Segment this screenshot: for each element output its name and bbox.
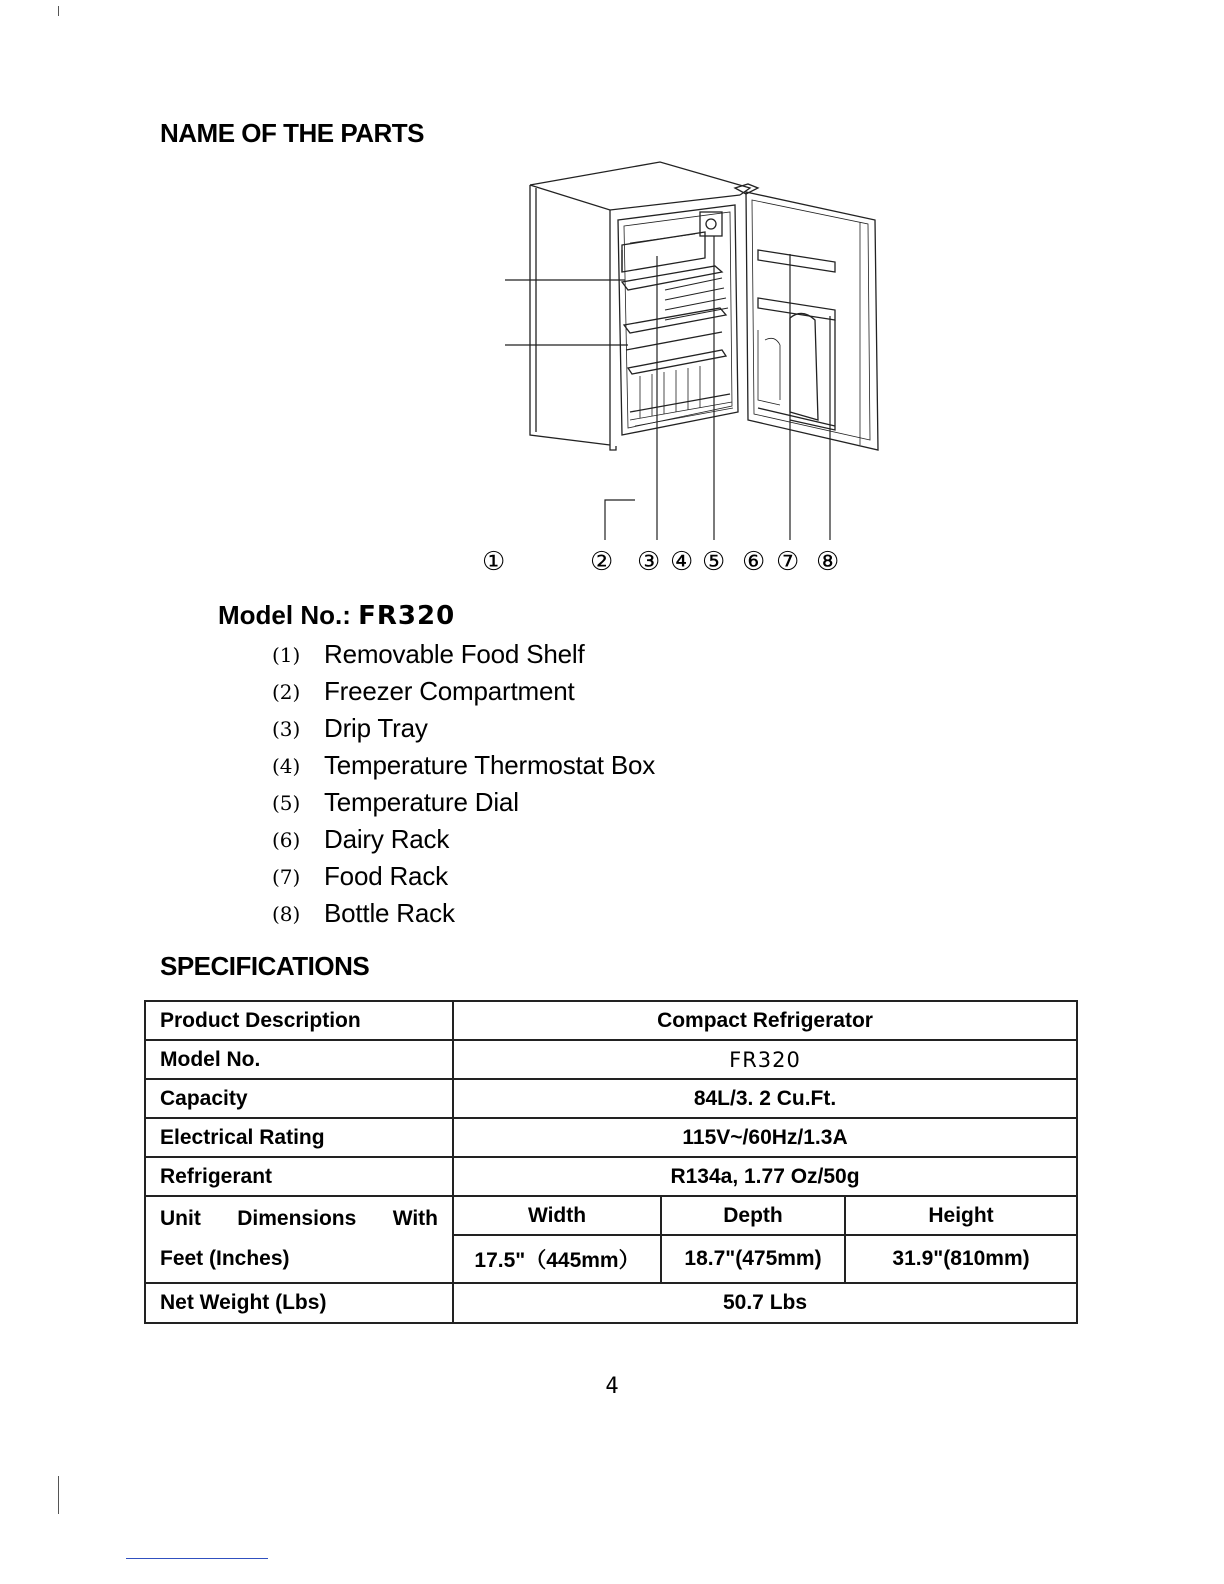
- width-value: 17.5"（445mm）: [453, 1235, 661, 1283]
- callout-4: ④: [670, 547, 694, 577]
- spec-label: Refrigerant: [145, 1157, 453, 1196]
- part-label: Temperature Dial: [324, 787, 519, 817]
- scan-edge-mark: [126, 1558, 268, 1559]
- height-header: Height: [845, 1196, 1077, 1235]
- dimensions-label-word: Dimensions: [237, 1207, 357, 1230]
- spec-value: FR320: [453, 1040, 1077, 1079]
- model-label: Model No.:: [218, 600, 351, 630]
- spec-label: Product Description: [145, 1001, 453, 1040]
- dimensions-label-word: Unit: [160, 1207, 201, 1230]
- parts-section-title: NAME OF THE PARTS: [160, 118, 425, 148]
- part-callouts: [480, 546, 880, 578]
- callout-2: ②: [590, 547, 614, 577]
- spec-label: Electrical Rating: [145, 1118, 453, 1157]
- part-number: (7): [272, 864, 301, 889]
- spec-label: Net Weight (Lbs): [145, 1283, 453, 1323]
- table-row: [145, 1196, 1077, 1235]
- part-number: (3): [272, 716, 301, 741]
- dimensions-label-word: With: [392, 1207, 438, 1230]
- callout-1: ①: [482, 547, 506, 577]
- callout-8: ⑧: [816, 547, 840, 577]
- refrigerator-diagram: [490, 150, 890, 540]
- specifications-table: [144, 1000, 1078, 1324]
- spec-value: Compact Refrigerator: [453, 1001, 1077, 1040]
- part-label: Temperature Thermostat Box: [324, 750, 656, 780]
- width-header: Width: [453, 1196, 661, 1235]
- scan-edge-mark: [58, 6, 59, 16]
- callout-6: ⑥: [742, 547, 766, 577]
- part-label: Food Rack: [324, 861, 448, 891]
- depth-header: Depth: [661, 1196, 845, 1235]
- spec-value: 50.7 Lbs: [453, 1283, 1077, 1323]
- table-row: [145, 1079, 1077, 1118]
- part-label: Freezer Compartment: [324, 676, 575, 706]
- table-row: [145, 1040, 1077, 1079]
- model-number-line: [218, 600, 455, 631]
- spec-value: 84L/3. 2 Cu.Ft.: [453, 1079, 1077, 1118]
- height-value: 31.9"(810mm): [845, 1235, 1077, 1283]
- list-item: [272, 784, 655, 821]
- callout-5: ⑤: [702, 547, 726, 577]
- list-item: [272, 673, 655, 710]
- list-item: [272, 821, 655, 858]
- callout-7: ⑦: [776, 547, 800, 577]
- specs-section-title: SPECIFICATIONS: [160, 951, 370, 981]
- page-number: 4: [605, 1374, 619, 1399]
- spec-value: 115V~/60Hz/1.3A: [453, 1118, 1077, 1157]
- table-row: [145, 1118, 1077, 1157]
- part-number: (2): [272, 679, 301, 704]
- part-number: (8): [272, 901, 301, 926]
- part-label: Bottle Rack: [324, 898, 455, 928]
- part-number: (6): [272, 827, 301, 852]
- dimensions-label-line1: [160, 1199, 438, 1239]
- table-row: [145, 1001, 1077, 1040]
- list-item: [272, 858, 655, 895]
- part-number: (1): [272, 642, 301, 667]
- spec-label: Model No.: [145, 1040, 453, 1079]
- scan-edge-mark: [58, 1476, 59, 1514]
- model-value: FR320: [358, 601, 456, 631]
- dimensions-label-line2: Feet (Inches): [160, 1247, 290, 1270]
- spec-label: Capacity: [145, 1079, 453, 1118]
- spec-value: R134a, 1.77 Oz/50g: [453, 1157, 1077, 1196]
- table-row: [145, 1283, 1077, 1323]
- part-label: Removable Food Shelf: [324, 639, 585, 669]
- part-label: Drip Tray: [324, 713, 428, 743]
- table-row: [145, 1157, 1077, 1196]
- depth-value: 18.7"(475mm): [661, 1235, 845, 1283]
- part-number: (4): [272, 753, 301, 778]
- spec-label-dimensions: [145, 1196, 453, 1283]
- list-item: [272, 747, 655, 784]
- parts-list: [272, 636, 655, 932]
- list-item: [272, 636, 655, 673]
- list-item: [272, 895, 655, 932]
- callout-3: ③: [637, 547, 661, 577]
- part-number: (5): [272, 790, 301, 815]
- part-label: Dairy Rack: [324, 824, 450, 854]
- list-item: [272, 710, 655, 747]
